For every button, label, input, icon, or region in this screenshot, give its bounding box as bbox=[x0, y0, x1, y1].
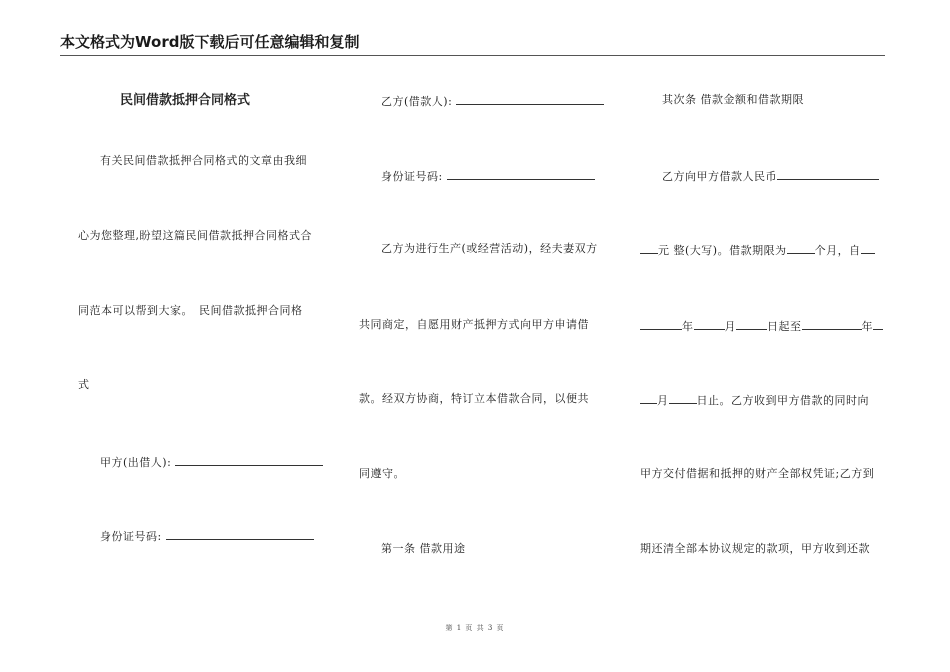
year-text: 年 bbox=[861, 320, 873, 333]
paragraph-line: 同遵守。 bbox=[359, 467, 405, 480]
until-text: 日起至 bbox=[767, 320, 802, 333]
paragraph-line: 期还清全部本协议规定的款项，甲方收到还款 bbox=[640, 542, 870, 555]
end-month-blank bbox=[640, 392, 657, 404]
article-heading: 其次条 借款金额和借款期限 bbox=[662, 93, 804, 106]
paragraph-line: 同范本可以帮到大家。 民间借款抵押合同格 bbox=[78, 304, 303, 317]
loan-amount-label: 乙方向甲方借款人民币 bbox=[662, 170, 777, 183]
date-end-line bbox=[640, 392, 869, 408]
start-day-blank bbox=[736, 318, 767, 330]
from-blank bbox=[861, 242, 875, 254]
borrower-id-blank bbox=[447, 168, 595, 180]
borrower-label: 乙方(借款人): bbox=[381, 95, 453, 108]
paragraph-line: 式 bbox=[78, 378, 90, 391]
document-title: 民间借款抵押合同格式 bbox=[120, 93, 251, 108]
lender-id-field bbox=[100, 528, 314, 544]
lender-blank bbox=[175, 454, 323, 466]
start-month-blank bbox=[694, 318, 725, 330]
end-year-blank bbox=[802, 318, 862, 330]
lender-label: 甲方(出借人): bbox=[100, 456, 172, 469]
paragraph-line: 有关民间借款抵押合同格式的文章由我细 bbox=[100, 154, 307, 167]
end-day-blank bbox=[669, 392, 697, 404]
end-text: 日止。乙方收到甲方借款的同时向 bbox=[696, 394, 869, 407]
borrower-field bbox=[381, 93, 604, 109]
page-header: 本文格式为Word版下载后可任意编辑和复制 bbox=[60, 33, 885, 56]
page-number: 第 1 页 共 3 页 bbox=[445, 624, 505, 632]
paragraph-line: 乙方为进行生产(或经营活动)，经夫妻双方 bbox=[381, 242, 598, 255]
borrower-blank bbox=[456, 93, 604, 105]
paragraph-line: 款。经双方协商，特订立本借款合同，以便共 bbox=[359, 392, 589, 405]
tail-blank bbox=[873, 318, 883, 330]
paragraph-line: 共同商定，自愿用财产抵押方式向甲方申请借 bbox=[359, 318, 589, 331]
amount-tail-blank bbox=[640, 242, 658, 254]
term-text: 元 整(大写)。借款期限为 bbox=[658, 244, 787, 257]
month-text: 月 bbox=[724, 320, 736, 333]
column-2 bbox=[359, 0, 609, 672]
start-year-blank bbox=[640, 318, 682, 330]
months-blank bbox=[787, 242, 815, 254]
date-range-line bbox=[640, 318, 883, 334]
borrower-id-field bbox=[381, 168, 595, 184]
column-1 bbox=[78, 0, 328, 672]
loan-term-line bbox=[640, 242, 875, 258]
lender-id-label: 身份证号码: bbox=[100, 530, 162, 543]
term-from-text: 个月，自 bbox=[814, 244, 861, 257]
loan-amount-line bbox=[662, 168, 879, 184]
lender-field bbox=[100, 454, 323, 470]
amount-blank bbox=[777, 168, 879, 180]
article-heading: 第一条 借款用途 bbox=[381, 542, 466, 555]
year-text: 年 bbox=[682, 320, 694, 333]
borrower-id-label: 身份证号码: bbox=[381, 170, 443, 183]
lender-id-blank bbox=[166, 528, 314, 540]
month-text: 月 bbox=[657, 394, 669, 407]
paragraph-line: 甲方交付借据和抵押的财产全部权凭证;乙方到 bbox=[640, 467, 875, 480]
paragraph-line: 心为您整理,盼望这篇民间借款抵押合同格式合 bbox=[78, 229, 312, 242]
column-3 bbox=[640, 0, 890, 672]
